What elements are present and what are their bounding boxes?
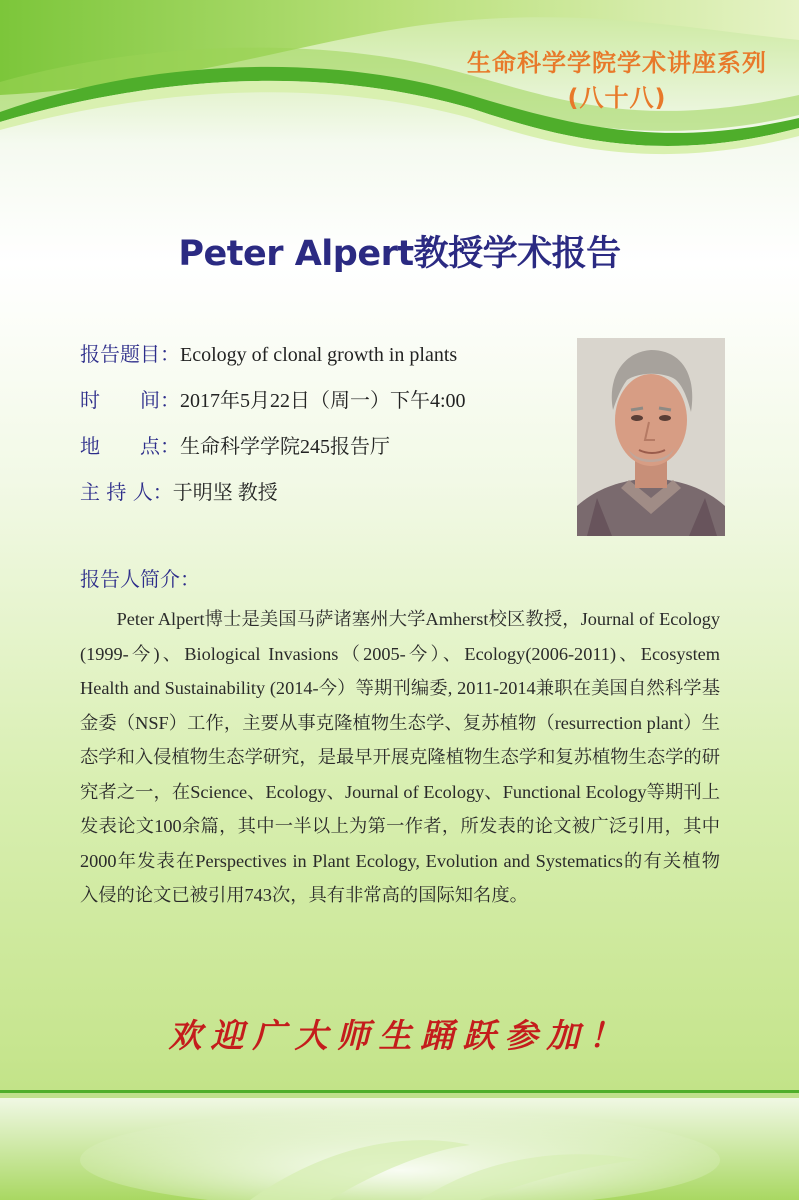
bottom-decoration [0,1090,799,1200]
info-row-time [80,384,466,413]
series-line-1: 生命科学学院学术讲座系列 [467,49,767,77]
speaker-photo [577,338,725,536]
speaker-bio: Peter Alpert博士是美国马萨诸塞州大学Amherst校区教授，Journal of Ecology (1999-今)、Biological Invasions（2005-今）、Ecology(2006-2011)、Ecosystem Health and Sustainability (2014-今）等期刊编委, 2011-2014兼职在美国自然科学基金委（NSF）工作，主要从事克隆植物生态学、复苏植物（resurrection plant）生态学和入侵植物生态学研究，是最早开展克隆植物生态学和复苏植物生态学的研究者之一，在Science、Ecology、Journal of Ecology、Functional Ecology等期刊上发表论文100余篇，其中一半以上为第一作者，所发表的论文被广泛引用，其中2000年发表在Perspectives in Plant Ecology, Evolution and Systematics的有关植物入侵的论文已被引用743次，具有非常高的国际知名度。 [80,609,720,905]
series-line-2: (八十八) [567,83,667,112]
info-row-location [80,430,390,459]
info-row-topic [80,338,457,367]
info-value-topic: Ecology of clonal growth in plants [180,344,458,366]
info-label-time: 时 间： [80,388,180,412]
info-label-topic: 报告题目： [80,342,180,366]
speaker-portrait-illustration [577,338,725,536]
info-value-location: 生命科学学院245报告厅 [180,436,390,458]
page-title: Peter Alpert教授学术报告 [178,234,621,274]
info-label-host: 主 持 人： [80,480,173,504]
welcome-message: 欢迎广大师生踊跃参加！ [168,1016,631,1055]
info-label-location: 地 点： [80,434,180,458]
lecture-series-title [467,46,767,116]
info-value-host: 于明坚 教授 [172,482,278,504]
info-row-host [80,476,278,505]
info-value-time: 2017年5月22日（周一）下午4:00 [180,390,466,412]
bio-heading: 报告人简介： [80,567,200,591]
